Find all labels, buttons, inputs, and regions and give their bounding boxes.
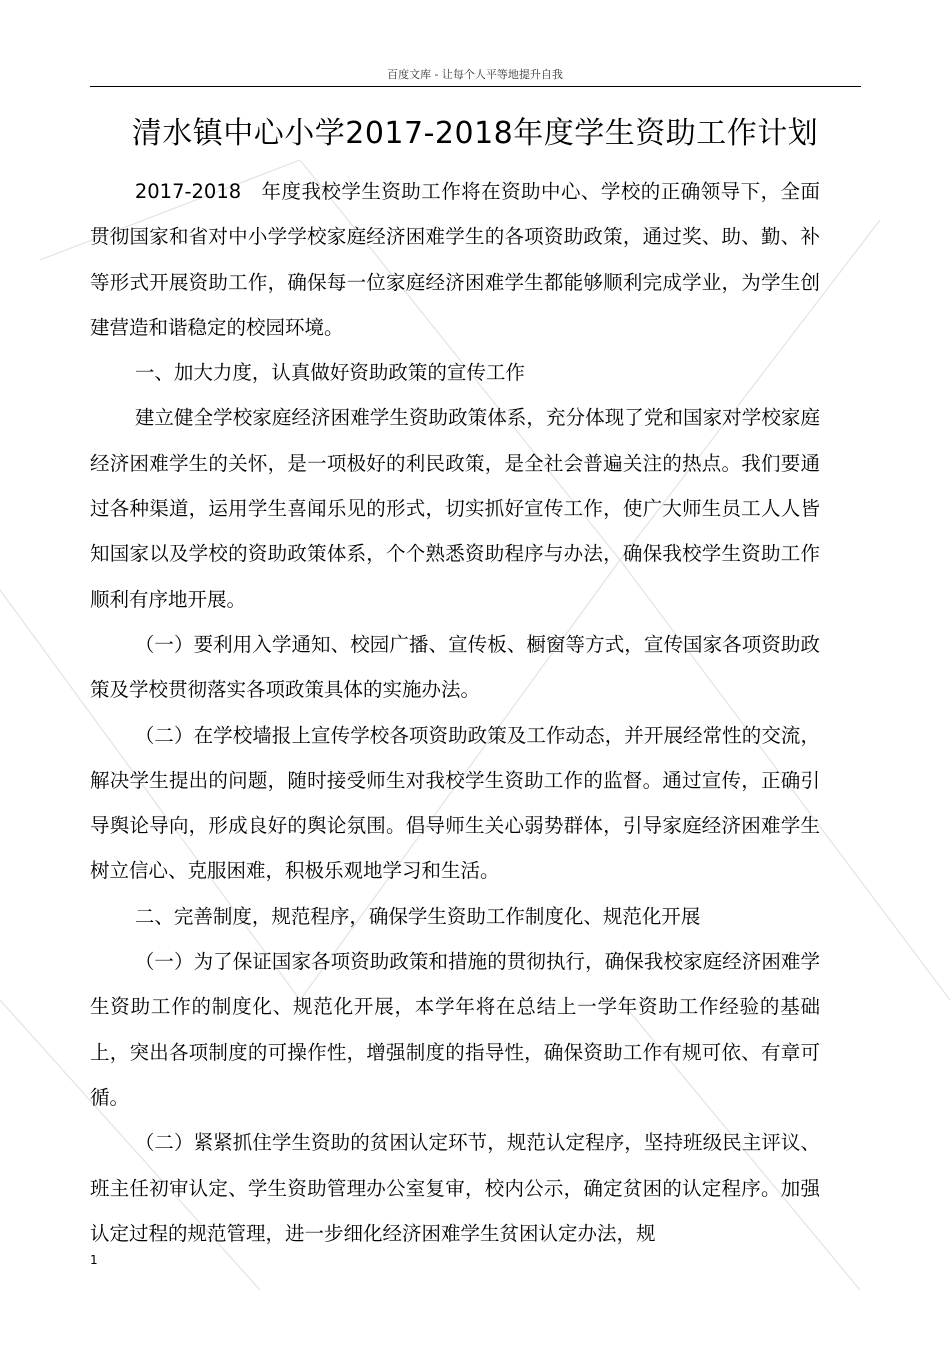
section-heading: 二、完善制度，规范程序，确保学生资助工作制度化、规范化开展 xyxy=(134,904,701,928)
header-divider xyxy=(90,86,861,87)
section-heading: 一、加大力度，认真做好资助政策的宣传工作 xyxy=(134,361,525,385)
page-number: 1 xyxy=(90,1253,98,1267)
paragraph: （一）要利用入学通知、校园广播、宣传板、橱窗等方式，宣传国家各项资助政策及学校贯彻落实各项政策具体的实施办法。 xyxy=(90,632,820,702)
paragraph: （二）在学校墙报上宣传学校各项资助政策及工作动态，并开展经常性的交流，解决学生提出的问题，随时接受师生对我校学生资助工作的监督。通过宣传，正确引导舆论导向，形成良好的舆论氛围。倡导师生关心弱势群体，引导家庭经济困难学生树立信心、克服困难，积极乐观地学习和生活。 xyxy=(90,723,820,883)
paragraph: 2017-2018 年度我校学生资助工作将在资助中心、学校的正确领导下，全面贯彻国家和省对中小学学校家庭经济困难学生的各项资助政策，通过奖、助、勤、补等形式开展资助工作，确保每一位家庭经济困难学生都能够顺利完成学业，为学生创建营造和谐稳定的校园环境。 xyxy=(90,180,820,339)
document-title: 清水镇中心小学2017-2018年度学生资助工作计划 xyxy=(131,116,819,151)
page-header: 百度文库 - 让每个人平等地提升自我 xyxy=(387,68,563,81)
paragraph: （一）为了保证国家各项资助政策和措施的贯彻执行，确保我校家庭经济困难学生资助工作的制度化、规范化开展，本学年将在总结上一学年资助工作经验的基础上，突出各项制度的可操作性，增强制度的指导性，确保资助工作有规可依、有章可循。 xyxy=(90,950,820,1109)
document-body xyxy=(90,169,820,1256)
paragraph: （二）紧紧抓住学生资助的贫困认定环节，规范认定程序，坚持班级民主评议、班主任初审认定、学生资助管理办公室复审，校内公示，确定贫困的认定程序。加强认定过程的规范管理，进一步细化经济困难学生贫困认定办法，规 xyxy=(90,1131,820,1245)
paragraph: 建立健全学校家庭经济困难学生资助政策体系，充分体现了党和国家对学校家庭经济困难学生的关怀，是一项极好的利民政策，是全社会普遍关注的热点。我们要通过各种渠道，运用学生喜闻乐见的形式，切实抓好宣传工作，使广大师生员工人人皆知国家以及学校的资助政策体系，个个熟悉资助程序与办法，确保我校学生资助工作顺利有序地开展。 xyxy=(90,406,820,611)
